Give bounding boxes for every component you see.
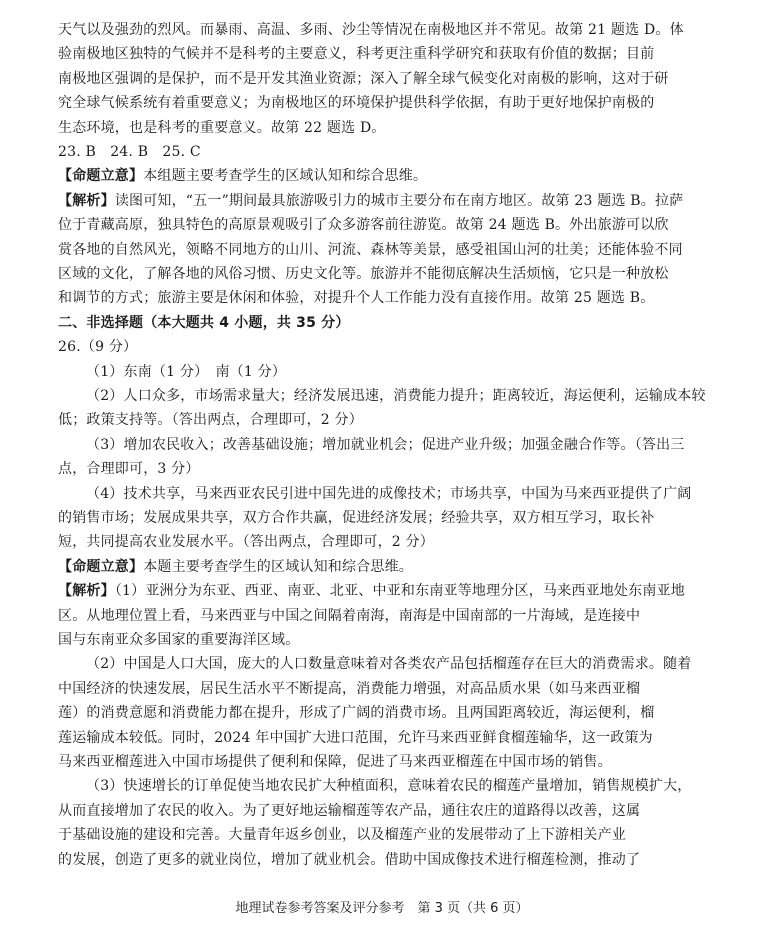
intent-text: 本组题主要考查学生的区域认知和综合思维。 (143, 168, 428, 185)
answers-23-25: 23. B 24. B 25. C (58, 144, 201, 160)
text-line: 短，共同提高农业发展水平。（答出两点，合理即可，2 分） (58, 534, 434, 551)
analysis-26-3: （3）快速增长的订单促使当地农民扩大种植面积，意味着农民的榴莲产量增加，销售规模扩大， (86, 778, 692, 795)
text-line: 的发展，创造了更多的就业岗位，增加了就业机会。借助中国成像技术进行榴莲检测，推动了 (58, 851, 641, 868)
analysis-line (58, 191, 683, 211)
text-line: 区。从地理位置上看，马来西亚与中国之间隔着南海，南海是中国南部的一片海域，是连接中 (58, 607, 641, 624)
text-line: 天气以及强劲的烈风。而暴雨、高温、多雨、沙尘等情况在南极地区并不常见。故第 21 题选 D。体 (58, 22, 684, 38)
analysis-tag: 【解析】 (58, 192, 115, 209)
text-line: 中国经济的快速发展，居民生活水平不断提高，消费能力增强，对高品质水果（如马来西亚榴 (58, 680, 641, 697)
answer-26-1: （1）东南（1 分） 南（1 分） (86, 363, 287, 380)
answer-26-4: （4）技术共享，马来西亚农民引进中国先进的成像技术；市场共享，中国为马来西亚提供了广阔 (86, 485, 692, 502)
text-line: 低；政策支持等。（答出两点，合理即可，2 分） (58, 412, 363, 429)
intent-tag: 【命题立意】 (58, 168, 144, 185)
intent-line (58, 557, 413, 577)
text-line: 从而直接增加了农民的收入。为了更好地运输榴莲等农产品，通往农庄的道路得以改善，这属 (58, 802, 641, 819)
intent-tag: 【命题立意】 (58, 558, 144, 575)
answer-26-3: （3）增加农民收入；改善基础设施；增加就业机会；促进产业升级；加强金融合作等。（答出三 (86, 436, 685, 453)
text-line: 位于青藏高原，独具特色的高原景观吸引了众多游客前往游览。故第 24 题选 B。外出旅游可以欣 (58, 217, 669, 234)
text-line: 的销售市场；发展成果共享，双方合作共赢，促进经济发展；经验共享，双方相互学习，取长补 (58, 510, 655, 526)
text-line: 赏各地的自然风光，领略不同地方的山川、河流、森林等美景，感受祖国山河的壮美；还能体验不同 (58, 241, 683, 258)
analysis-tag: 【解析】 (58, 583, 115, 600)
intent-line (58, 166, 427, 186)
text-line: 点，合理即可，3 分） (58, 461, 200, 478)
text-line: 于基础设施的建设和完善。大量青年返乡创业，以及榴莲产业的发展带动了上下游相关产业 (58, 827, 626, 844)
analysis-line (58, 581, 685, 601)
answer-26-2: （2）人口众多，市场需求量大；经济发展迅速，消费能力提升；距离较近，海运便利，运输成本较 (86, 388, 706, 404)
question-26-heading: 26.（9 分） (58, 339, 138, 356)
text-line: 区域的文化，了解各地的风俗习惯、历史文化等。旅游并不能彻底解决生活烦恼，它只是一种放松 (58, 266, 669, 282)
analysis-text: 读图可知，“五一”期间最具旅游吸引力的城市主要分布在南方地区。故第 23 题选 B。拉萨 (114, 192, 684, 209)
text-line: 和调节的方式；旅游主要是休闲和体验，对提升个人工作能力没有直接作用。故第 25 题选 B。 (58, 290, 655, 307)
text-line: 验南极地区独特的气候并不是科考的主要意义，科考更注重科学研究和获取有价值的数据；目前 (58, 46, 655, 63)
text-line: 究全球气候系统有着重要意义；为南极地区的环境保护提供科学依据，有助于更好地保护南极的 (58, 95, 655, 112)
text-line: 南极地区强调的是保护，而不是开发其渔业资源；深入了解全球气候变化对南极的影响，这对于研 (58, 70, 669, 87)
text-line: 马来西亚榴莲进入中国市场提供了便利和保障，促进了马来西亚榴莲在中国市场的销售。 (58, 754, 612, 770)
text-line: 莲运输成本较低。同时，2024 年中国扩大进口范围，允许马来西亚鲜食榴莲输华，这一政策为 (58, 729, 653, 746)
analysis-26-2: （2）中国是人口大国，庞大的人口数量意味着对各类农产品包括榴莲存在巨大的消费需求。随着 (86, 656, 692, 673)
text-line: 国与东南亚众多国家的重要海洋区域。 (58, 632, 300, 648)
text-line: 生态环境，也是科考的重要意义。故第 22 题选 D。 (58, 119, 386, 136)
intent-text: 本题主要考查学生的区域认知和综合思维。 (143, 558, 414, 575)
section-heading: 二、非选择题（本大题共 4 小题，共 35 分） (58, 314, 350, 331)
page-footer: 地理试卷参考答案及评分参考 第 3 页（共 6 页） (235, 901, 529, 916)
analysis-text: （1）亚洲分为东亚、西亚、南亚、北亚、中亚和东南亚等地理分区，马来西亚地处东南亚地 (114, 583, 685, 600)
text-line: 莲）的消费意愿和消费能力都在提升，形成了广阔的消费市场。且两国距离较近，海运便利，榴 (58, 705, 655, 722)
